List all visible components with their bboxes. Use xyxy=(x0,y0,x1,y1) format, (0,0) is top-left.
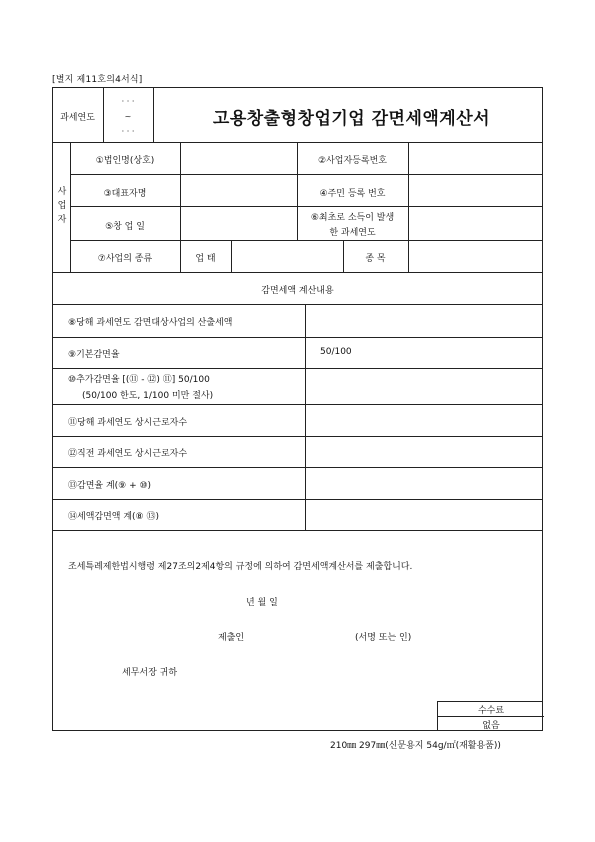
divider xyxy=(103,87,104,142)
recipient-label: 세무서장 귀하 xyxy=(122,668,178,678)
signature-label: (서명 또는 인) xyxy=(355,633,412,643)
row11-label: ⑪당해 과세연도 상시근로자수 xyxy=(68,418,188,428)
form-title: 고용창출형창업기업 감면세액계산서 xyxy=(212,109,491,129)
first-income-year-label-1: ⑥최초로 소득이 발생 xyxy=(310,213,395,223)
row14-label: ⑭세액감면액 계(⑧ ⑬) xyxy=(68,512,159,522)
tax-year-field[interactable] xyxy=(108,94,148,139)
business-type-label: ⑦사업의 종류 xyxy=(97,254,153,264)
calc-section-header: 감면세액 계산내용 xyxy=(261,286,334,296)
fee-label: 수수료 xyxy=(477,706,505,716)
row8-field[interactable] xyxy=(306,305,543,337)
corp-name-field[interactable] xyxy=(181,143,297,174)
row14-field[interactable] xyxy=(306,500,543,530)
divider xyxy=(52,272,543,273)
business-category-label: 업 태 xyxy=(195,254,216,264)
tax-year-label: 과세연도 xyxy=(60,113,95,123)
representative-field[interactable] xyxy=(181,175,297,206)
divider xyxy=(52,530,543,531)
resident-no-field[interactable] xyxy=(409,175,543,206)
business-item-label: 종 목 xyxy=(365,254,386,264)
tax-year-tilde: ~ xyxy=(124,112,132,121)
divider xyxy=(52,337,543,338)
startup-date-label: ⑤창 업 일 xyxy=(105,222,145,232)
row10-label-2: (50/100 한도, 1/100 미만 절사) xyxy=(82,391,214,401)
declaration-date: 년 월 일 xyxy=(246,598,278,608)
resident-no-label: ④주민 등록 번호 xyxy=(319,189,386,199)
corp-name-label: ①법인명(상호) xyxy=(95,156,155,166)
business-category-field[interactable] xyxy=(232,241,343,272)
startup-date-field[interactable] xyxy=(181,207,297,240)
business-side-label: 사업자 xyxy=(55,186,66,228)
form-code: [별지 제11호의4서식] xyxy=(52,75,143,85)
fee-box xyxy=(437,701,543,731)
tax-year-end: · · · xyxy=(121,127,135,136)
biz-reg-no-label: ②사업자등록번호 xyxy=(318,156,387,166)
row9-value: 50/100 xyxy=(320,347,352,357)
row9-label: ⑨기본감면율 xyxy=(68,350,120,360)
row12-label: ⑫직전 과세연도 상시근로자수 xyxy=(68,449,188,459)
first-income-year-field[interactable] xyxy=(409,207,543,240)
row13-label: ⑬감면율 계(⑨ + ⑩) xyxy=(68,481,152,491)
tax-year-start: · · · xyxy=(121,97,135,106)
divider xyxy=(153,87,154,142)
business-item-field[interactable] xyxy=(409,241,543,272)
fee-value: 없음 xyxy=(482,721,500,731)
first-income-year-label-2: 한 과세연도 xyxy=(329,228,376,238)
submitter-label: 제출인 xyxy=(218,633,245,643)
divider xyxy=(438,716,544,717)
row10-label-1: ⑩추가감면율 [(⑪ - ⑫) ⑪] 50/100 xyxy=(68,375,210,385)
biz-reg-no-field[interactable] xyxy=(409,143,543,174)
row13-field[interactable] xyxy=(306,468,543,499)
paper-spec: 210㎜ 297㎜(신문용지 54g/㎡(재활용품)) xyxy=(330,741,501,751)
row10-field[interactable] xyxy=(306,369,543,404)
declaration-statement: 조세특례제한법시행령 제27조의2제4항의 규정에 의하여 감면세액계산서를 제출합니다. xyxy=(68,562,413,572)
representative-label: ③대표자명 xyxy=(103,189,147,199)
row8-label: ⑧당해 과세연도 감면대상사업의 산출세액 xyxy=(68,318,233,328)
row12-field[interactable] xyxy=(306,437,543,467)
row11-field[interactable] xyxy=(306,405,543,436)
